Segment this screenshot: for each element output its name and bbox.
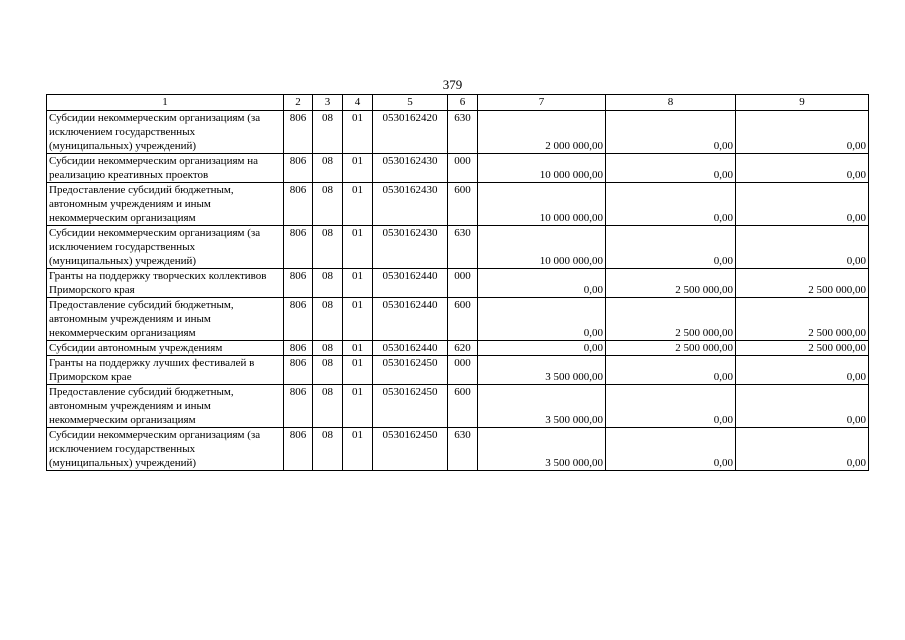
cell-col2: 806 [284,341,313,356]
column-header: 7 [478,95,606,111]
cell-col8: 0,00 [606,111,736,154]
cell-col2: 806 [284,298,313,341]
cell-col3: 08 [313,226,343,269]
cell-col2: 806 [284,154,313,183]
cell-col4: 01 [343,154,373,183]
column-header: 6 [448,95,478,111]
cell-col5: 0530162430 [373,154,448,183]
column-header: 8 [606,95,736,111]
cell-col5: 0530162440 [373,298,448,341]
cell-col6: 000 [448,269,478,298]
column-header: 2 [284,95,313,111]
cell-col5: 0530162450 [373,356,448,385]
cell-col7: 10 000 000,00 [478,226,606,269]
cell-col2: 806 [284,183,313,226]
cell-col3: 08 [313,111,343,154]
cell-col4: 01 [343,111,373,154]
table-row [47,226,869,269]
cell-col2: 806 [284,356,313,385]
cell-col3: 08 [313,385,343,428]
row-description: Субсидии некоммерческим организациям на реализацию креативных проектов [47,154,284,183]
cell-col2: 806 [284,111,313,154]
row-description: Предоставление субсидий бюджетным, автономным учреждениям и иным некоммерческим организациям [47,298,284,341]
cell-col5: 0530162450 [373,428,448,471]
cell-col8: 0,00 [606,428,736,471]
cell-col9: 2 500 000,00 [736,341,869,356]
table-row [47,183,869,226]
cell-col8: 0,00 [606,356,736,385]
column-header: 9 [736,95,869,111]
column-header: 3 [313,95,343,111]
cell-col9: 0,00 [736,111,869,154]
cell-col5: 0530162430 [373,183,448,226]
cell-col8: 2 500 000,00 [606,298,736,341]
cell-col7: 0,00 [478,298,606,341]
cell-col4: 01 [343,428,373,471]
cell-col8: 2 500 000,00 [606,269,736,298]
cell-col9: 0,00 [736,183,869,226]
row-description: Предоставление субсидий бюджетным, автономным учреждениям и иным некоммерческим организациям [47,183,284,226]
cell-col8: 0,00 [606,226,736,269]
cell-col4: 01 [343,356,373,385]
cell-col8: 2 500 000,00 [606,341,736,356]
cell-col9: 0,00 [736,356,869,385]
cell-col6: 000 [448,356,478,385]
cell-col4: 01 [343,385,373,428]
cell-col5: 0530162450 [373,385,448,428]
table-row [47,154,869,183]
cell-col2: 806 [284,226,313,269]
cell-col9: 0,00 [736,428,869,471]
cell-col9: 0,00 [736,226,869,269]
cell-col4: 01 [343,341,373,356]
row-description: Субсидии некоммерческим организациям (за исключением государственных (муниципальных) учреждений) [47,226,284,269]
cell-col6: 600 [448,298,478,341]
cell-col6: 000 [448,154,478,183]
cell-col3: 08 [313,428,343,471]
cell-col7: 10 000 000,00 [478,183,606,226]
table-row [47,428,869,471]
cell-col7: 10 000 000,00 [478,154,606,183]
cell-col7: 3 500 000,00 [478,356,606,385]
cell-col6: 600 [448,385,478,428]
cell-col3: 08 [313,356,343,385]
cell-col4: 01 [343,298,373,341]
cell-col5: 0530162430 [373,226,448,269]
cell-col2: 806 [284,428,313,471]
cell-col3: 08 [313,298,343,341]
cell-col9: 2 500 000,00 [736,269,869,298]
cell-col5: 0530162440 [373,341,448,356]
cell-col7: 2 000 000,00 [478,111,606,154]
cell-col8: 0,00 [606,385,736,428]
row-description: Гранты на поддержку творческих коллективов Приморского края [47,269,284,298]
row-description: Гранты на поддержку лучших фестивалей в Приморском крае [47,356,284,385]
cell-col3: 08 [313,183,343,226]
column-header: 5 [373,95,448,111]
cell-col2: 806 [284,385,313,428]
cell-col7: 3 500 000,00 [478,385,606,428]
cell-col6: 630 [448,111,478,154]
table-row [47,269,869,298]
table-row [47,356,869,385]
column-header: 4 [343,95,373,111]
cell-col4: 01 [343,269,373,298]
cell-col4: 01 [343,183,373,226]
cell-col5: 0530162440 [373,269,448,298]
table-row [47,341,869,356]
cell-col9: 2 500 000,00 [736,298,869,341]
cell-col7: 0,00 [478,269,606,298]
table-row [47,111,869,154]
cell-col5: 0530162420 [373,111,448,154]
row-description: Субсидии некоммерческим организациям (за исключением государственных (муниципальных) учреждений) [47,111,284,154]
page-number: 379 [442,77,463,92]
cell-col6: 630 [448,226,478,269]
cell-col6: 620 [448,341,478,356]
column-header: 1 [47,95,284,111]
cell-col3: 08 [313,341,343,356]
cell-col2: 806 [284,269,313,298]
cell-col8: 0,00 [606,183,736,226]
cell-col7: 3 500 000,00 [478,428,606,471]
table-row [47,385,869,428]
table-row [47,298,869,341]
cell-col8: 0,00 [606,154,736,183]
cell-col4: 01 [343,226,373,269]
row-description: Предоставление субсидий бюджетным, автономным учреждениям и иным некоммерческим организациям [47,385,284,428]
cell-col6: 630 [448,428,478,471]
cell-col3: 08 [313,154,343,183]
cell-col7: 0,00 [478,341,606,356]
table-header-row [47,95,869,111]
budget-table [46,94,869,471]
cell-col6: 600 [448,183,478,226]
cell-col9: 0,00 [736,385,869,428]
cell-col9: 0,00 [736,154,869,183]
row-description: Субсидии автономным учреждениям [47,341,284,356]
cell-col3: 08 [313,269,343,298]
row-description: Субсидии некоммерческим организациям (за исключением государственных (муниципальных) учреждений) [47,428,284,471]
